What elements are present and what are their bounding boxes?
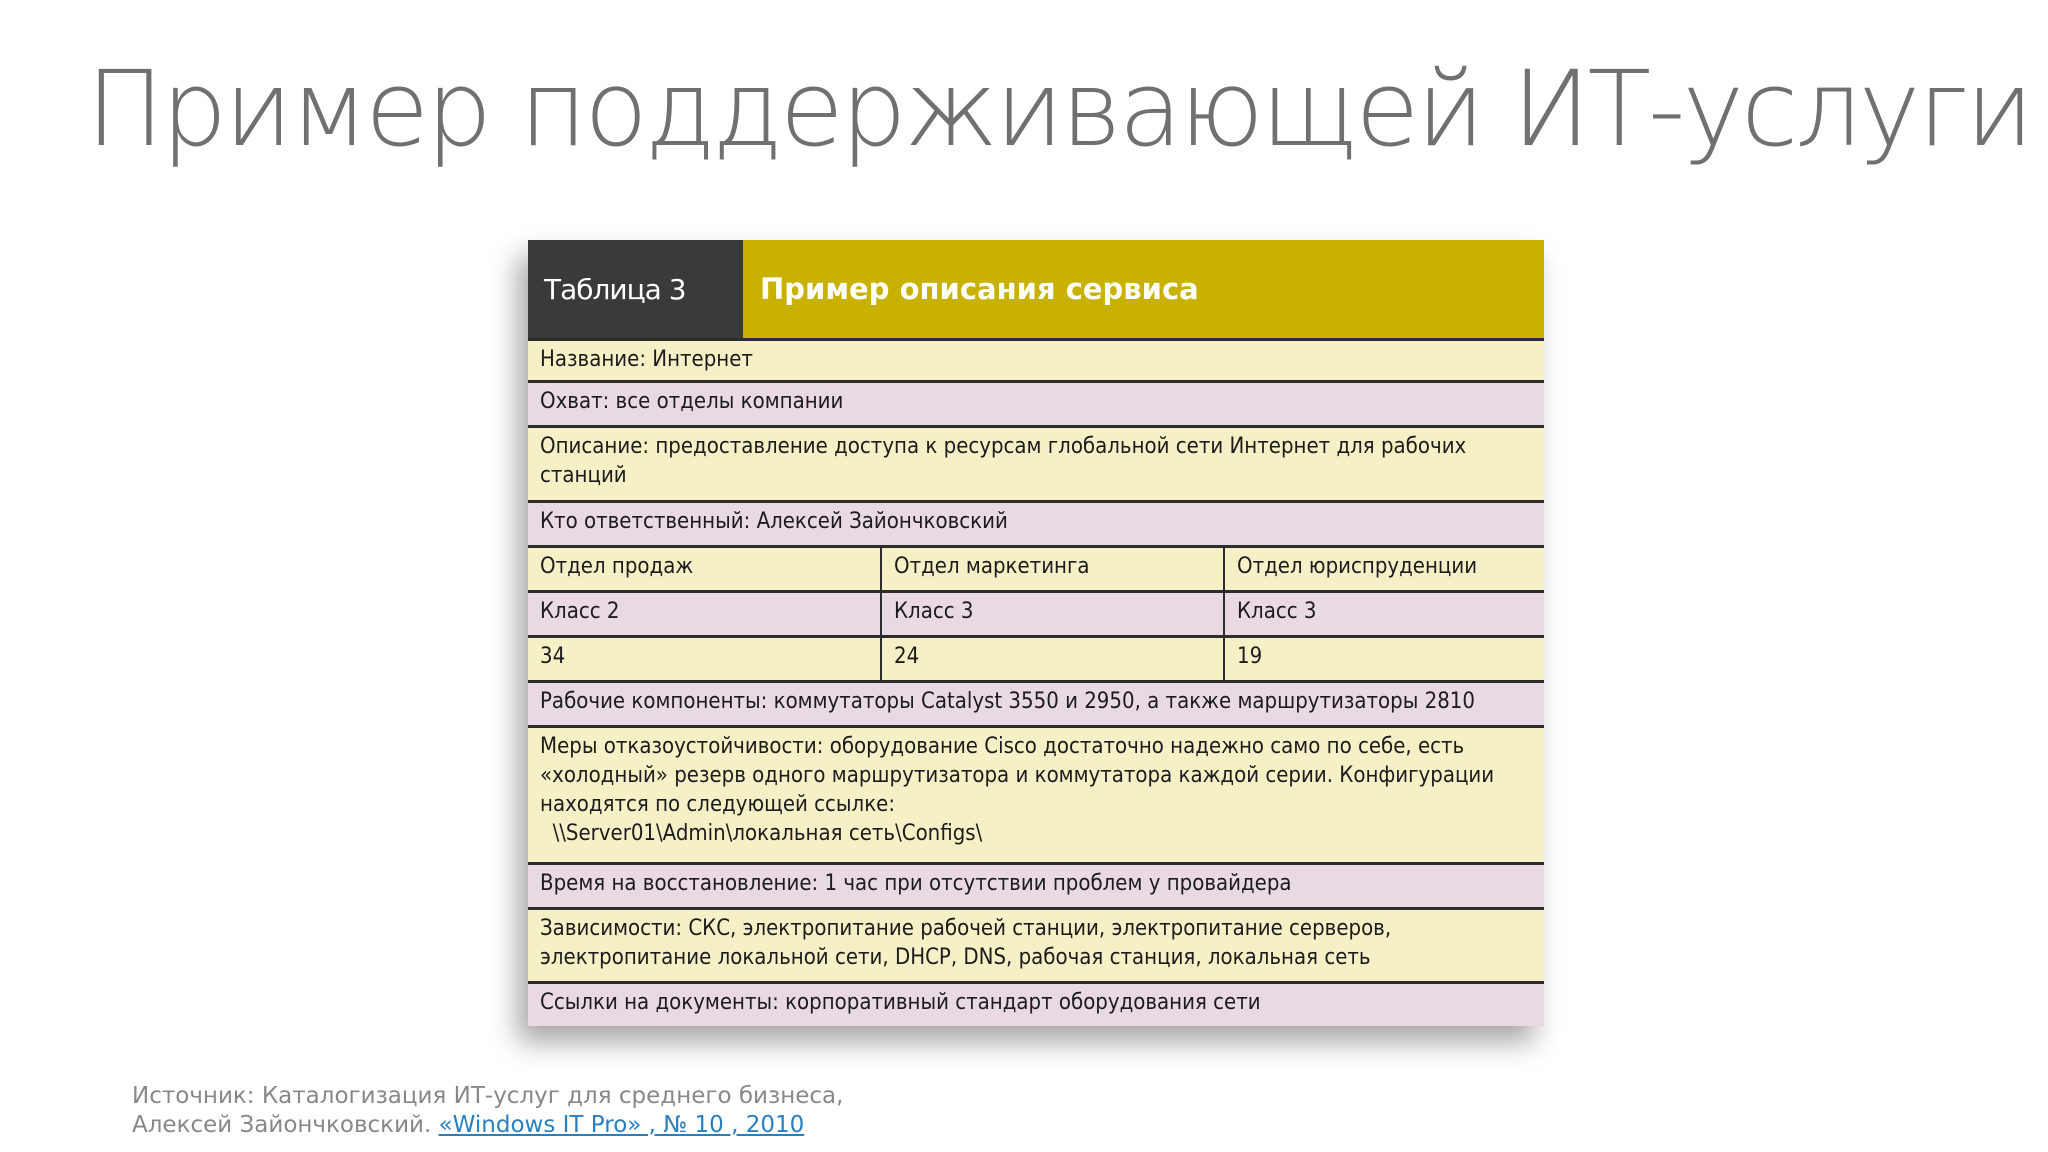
- table-row-name: [528, 338, 1544, 380]
- class-cell: Класс 3: [882, 593, 1225, 635]
- table-row-recovery: [528, 862, 1544, 907]
- department-cell: Отдел маркетинга: [882, 548, 1225, 590]
- source-citation: [132, 1082, 932, 1140]
- service-fault-tolerance: Меры отказоустойчивости: оборудование Cisco достаточно надежно само по себе, есть «холодный» резерв одного маршрутизатора и коммутатора каждой серии. Конфигурации находятся по следующей ссылке: \\Server01\Admin\локальная сеть\Configs\: [540, 734, 1495, 846]
- service-scope: Охват: все отделы компании: [540, 389, 844, 414]
- service-responsible: Кто ответственный: Алексей Зайончковский: [540, 509, 1008, 534]
- table-row-counts: [528, 635, 1544, 680]
- service-components: Рабочие компоненты: коммутаторы Catalyst 3550 и 2950, а также маршрутизаторы 2810: [540, 689, 1475, 714]
- count-cell: 34: [528, 638, 882, 680]
- service-description-table: [528, 240, 1544, 1026]
- table-number: Таблица 3: [528, 240, 743, 338]
- class-cell: Класс 3: [1237, 599, 1317, 624]
- service-documents: Ссылки на документы: корпоративный стандарт оборудования сети: [540, 990, 1261, 1015]
- slide-title: Пример поддерживающей ИТ-услуги: [86, 48, 2031, 170]
- table-row-documents: [528, 981, 1544, 1026]
- count-cell: 24: [882, 638, 1225, 680]
- table-row-departments: [528, 545, 1544, 590]
- table-row-classes: [528, 590, 1544, 635]
- table-row-description: [528, 425, 1544, 500]
- service-dependencies: Зависимости: СКС, электропитание рабочей станции, электропитание серверов, электропитание локальной сети, DHCP, DNS, рабочая станция, локальная сеть: [540, 916, 1398, 970]
- source-link[interactable]: «Windows IT Pro» , № 10 , 2010: [438, 1112, 805, 1138]
- table-row-scope: [528, 380, 1544, 425]
- table-row-components: [528, 680, 1544, 725]
- department-cell: Отдел продаж: [528, 548, 882, 590]
- table-row-responsible: [528, 500, 1544, 545]
- service-recovery-time: Время на восстановление: 1 час при отсутствии проблем у провайдера: [540, 871, 1292, 896]
- count-cell: 19: [1237, 644, 1263, 669]
- department-cell: Отдел юриспруденции: [1237, 554, 1478, 579]
- service-name: Название: Интернет: [540, 347, 753, 372]
- table-caption: Пример описания сервиса: [743, 240, 1544, 338]
- table-row-dependencies: [528, 907, 1544, 981]
- source-text: Источник: Каталогизация ИТ-услуг для среднего бизнеса, Алексей Зайончковский.: [132, 1083, 844, 1138]
- table-row-fault-tolerance: [528, 725, 1544, 862]
- class-cell: Класс 2: [528, 593, 882, 635]
- service-description: Описание: предоставление доступа к ресурсам глобальной сети Интернет для рабочих станций: [540, 434, 1473, 488]
- table-header: [528, 240, 1544, 338]
